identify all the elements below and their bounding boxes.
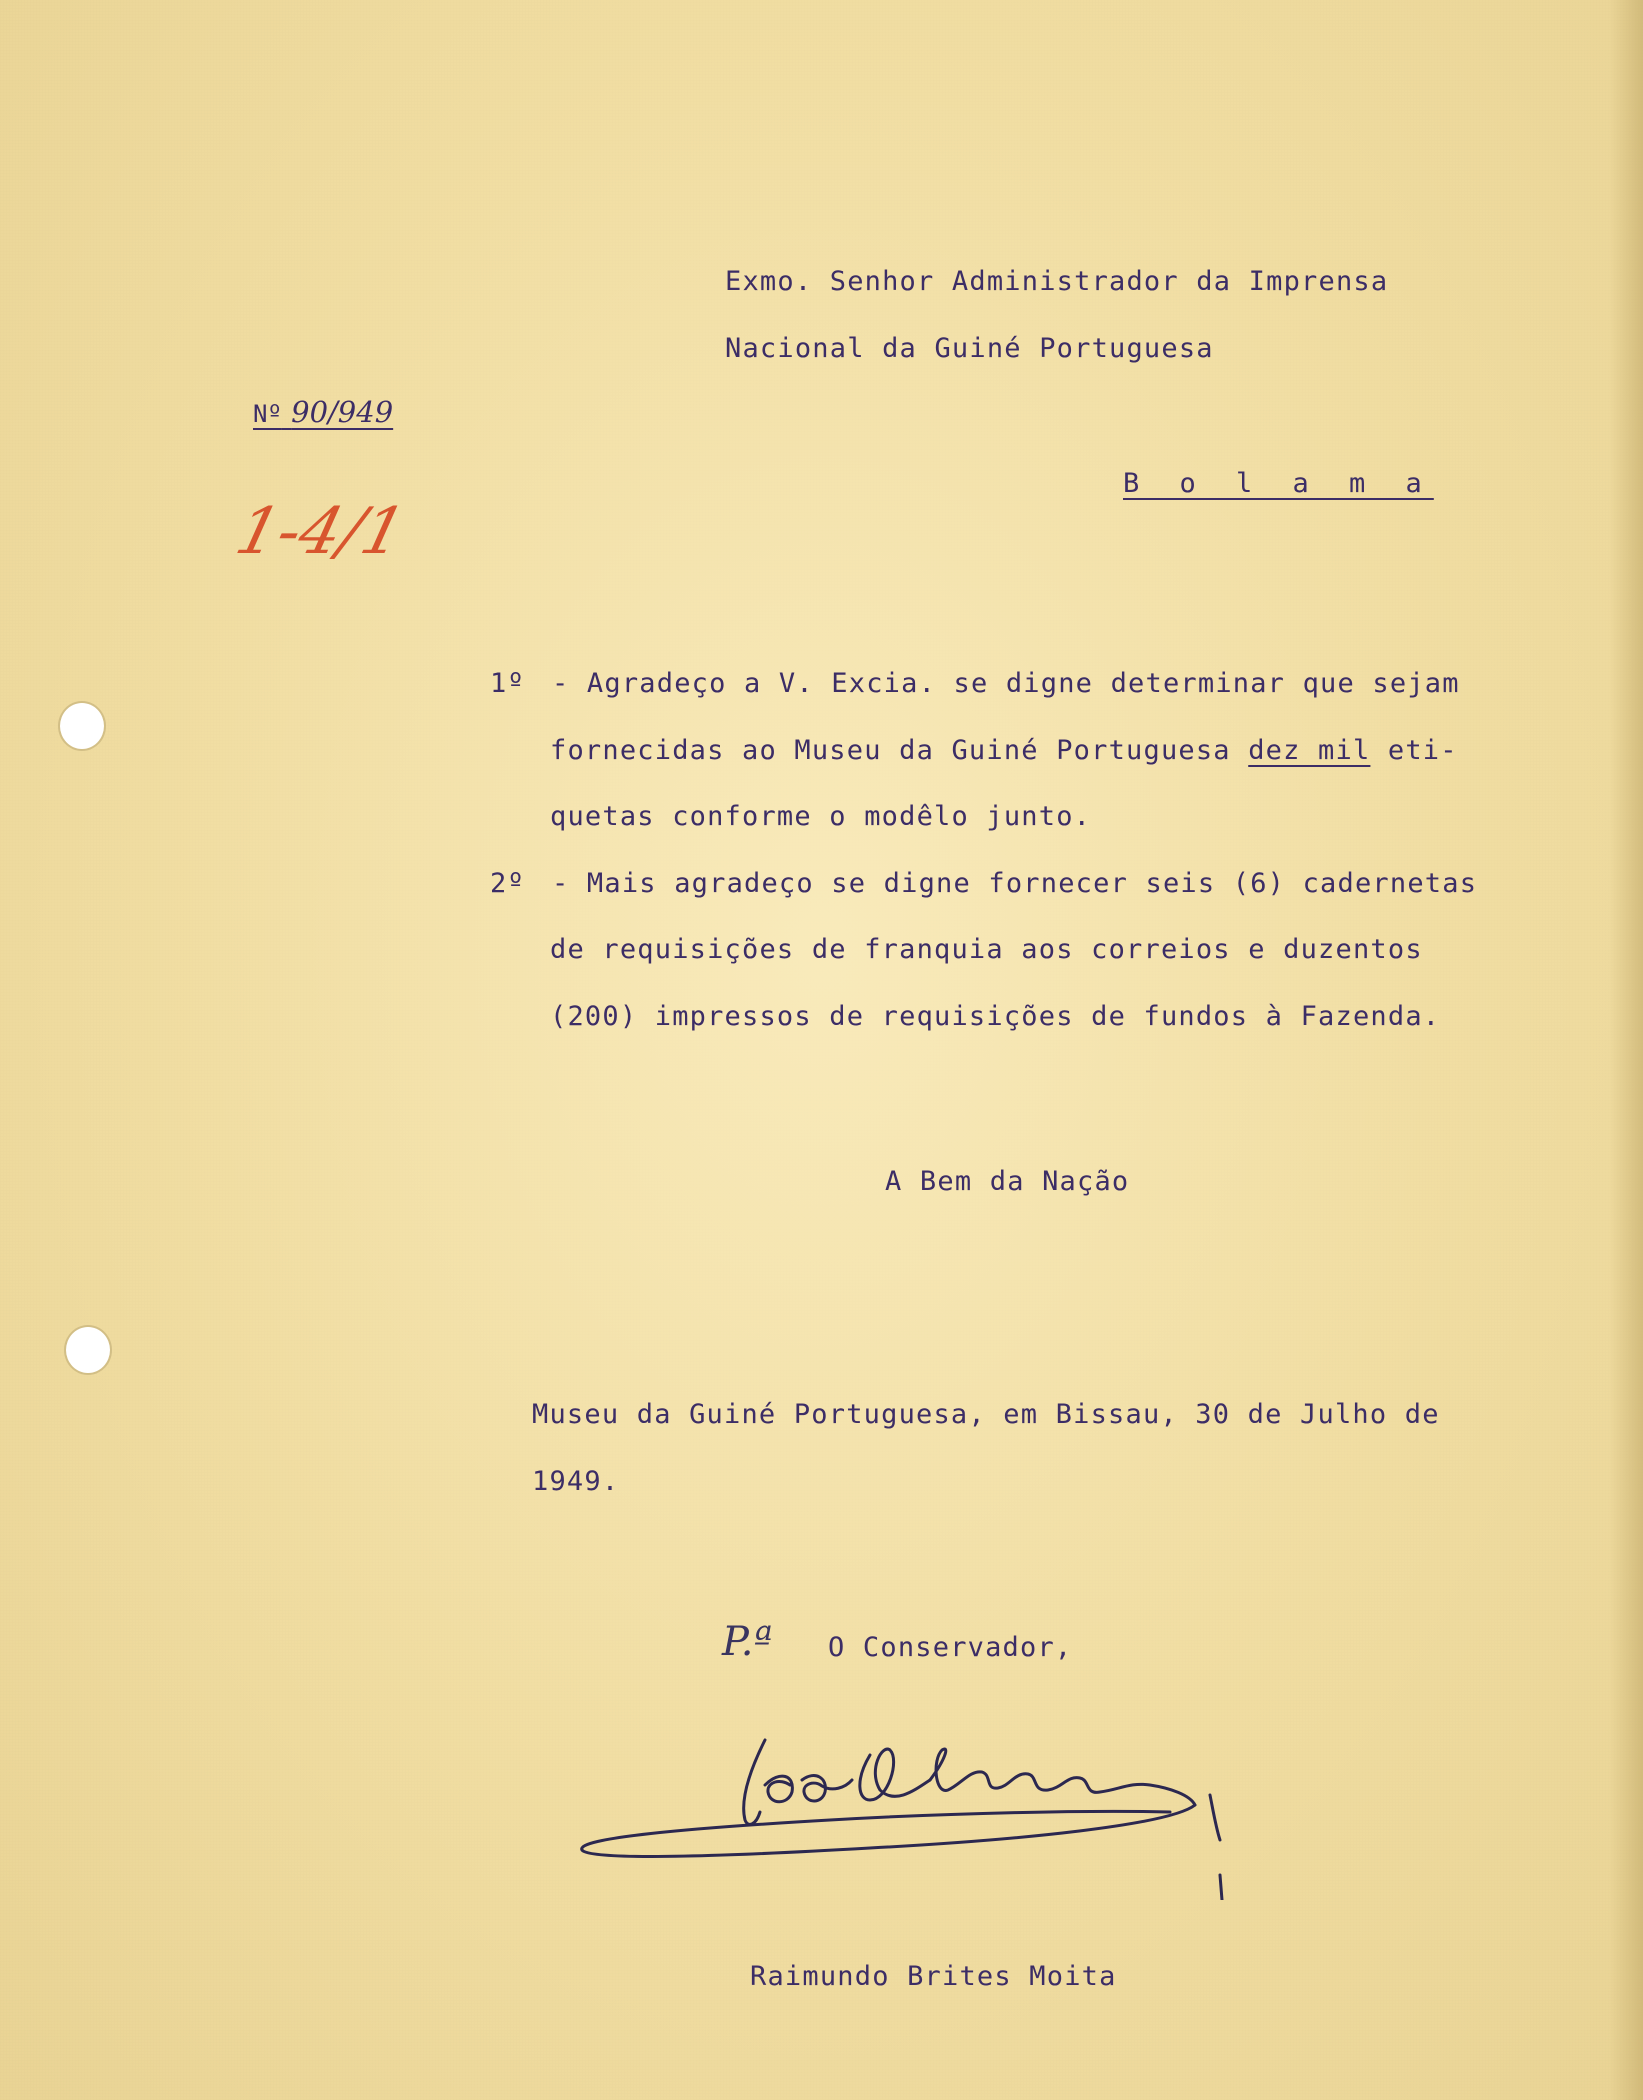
signature-stroke-name [930, 1749, 1195, 1805]
item-2-text: Mais agradeço se digne fornecer seis (6) cadernetas [586, 868, 1478, 899]
salutation: A Bem da Nação [885, 1166, 1130, 1197]
signature-stroke-o1 [765, 1776, 792, 1802]
signature-stroke-j [744, 1740, 765, 1824]
item-2-line-3: (200) impressos de requisições de fundos à Fazenda. [550, 1001, 1441, 1032]
item-1-text: Agradeço a V. Excia. se digne determinar que sejam [586, 668, 1460, 699]
signature-flourish [582, 1805, 1195, 1856]
place-date-line-1: Museu da Guiné Portuguesa, em Bissau, 30 de Julho de [532, 1399, 1440, 1430]
reference-value: 90/949 [291, 395, 394, 429]
signature-stroke-o2 [802, 1776, 852, 1801]
place-date-line-2: 1949. [532, 1466, 620, 1497]
item-1-line-1: - Agradeço a V. Excia. se digne determinar que sejam [552, 668, 1460, 699]
item-1-marker: 1º [490, 668, 525, 699]
signatory-name: Raimundo Brites Moita [750, 1961, 1117, 1992]
item-2-line-1: - Mais agradeço se digne fornecer seis (6) cadernetas [552, 868, 1478, 899]
item-2-marker: 2º [490, 868, 525, 899]
paper-edge [1609, 0, 1643, 2100]
reference-label: Nº [253, 400, 282, 428]
punch-hole-top [60, 703, 104, 749]
signature [570, 1700, 1270, 1900]
red-pencil-annotation: 1-4/1 [228, 495, 413, 569]
per-procuration-mark: P.ª [722, 1619, 773, 1665]
addressee-line-2: Nacional da Guiné Portuguesa [725, 333, 1214, 364]
reference-number [253, 395, 394, 429]
punch-hole-bottom [66, 1327, 110, 1373]
addressee-city: B o l a m a [1123, 468, 1434, 499]
item-1-line-3: quetas conforme o modêlo junto. [550, 801, 1092, 832]
signatory-role: O Conservador, [828, 1632, 1073, 1663]
addressee-line-1: Exmo. Senhor Administrador da Imprensa [725, 266, 1389, 297]
signature-stroke-s [860, 1749, 930, 1800]
item-1-line-2-end: eti- [1370, 735, 1458, 766]
signature-tick [1210, 1795, 1220, 1840]
item-2-line-2: de requisições de franquia aos correios e duzentos [550, 934, 1423, 965]
item-1-line-2-start: fornecidas ao Museu da Guiné Portuguesa [550, 735, 1249, 766]
emphasis-dez-mil: dez mil [1248, 735, 1371, 766]
signature-dot [1220, 1875, 1222, 1900]
item-1-line-2 [550, 737, 1458, 764]
